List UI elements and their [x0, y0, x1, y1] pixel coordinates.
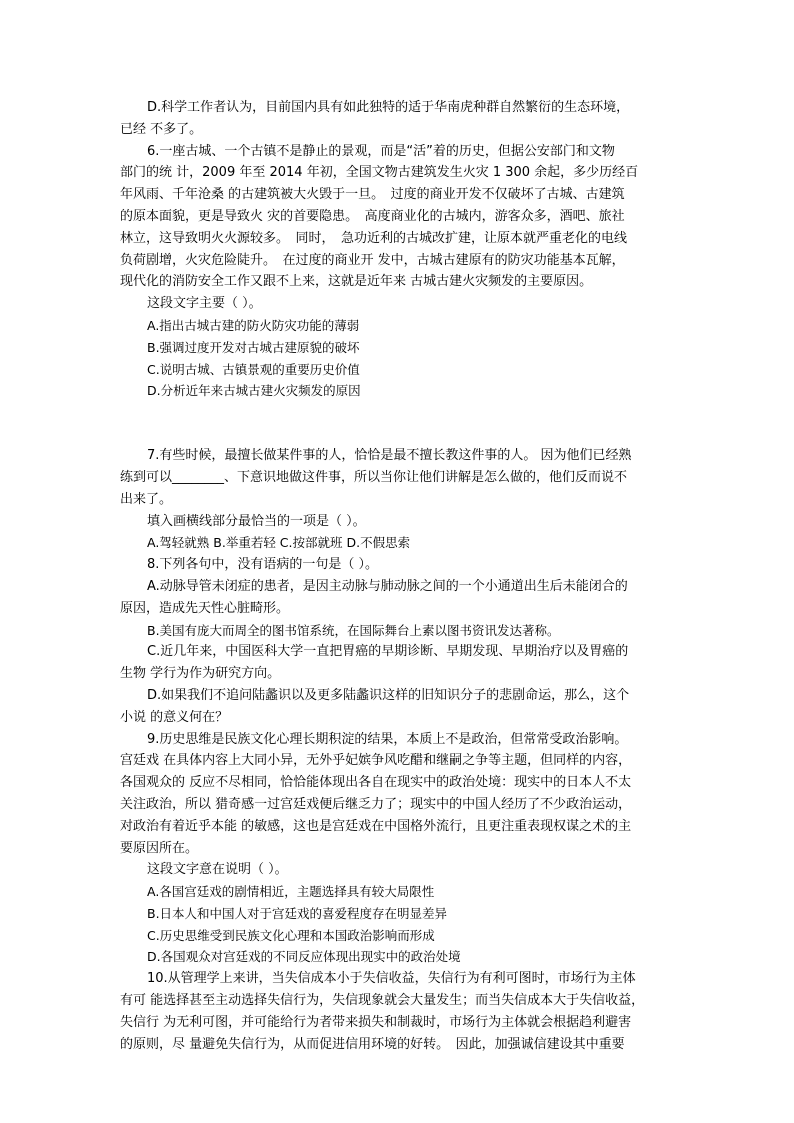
option-d: D.分析近年来古城古建火灾频发的原因: [147, 383, 361, 399]
text-line: 原因，造成先天性心脏畸形。: [120, 600, 290, 616]
text-line: 出来了。: [120, 491, 173, 507]
option-c: C.历史思维受到民族文化心理和本国政治影响而形成: [147, 927, 435, 943]
option-b: B.强调过度开发对古城古建原貌的破坏: [147, 339, 360, 355]
text-line: 生物 学行为作为研究方向。: [120, 666, 281, 682]
text-line: 已经 不多了。: [120, 121, 203, 137]
option-a: A.指出古城古建的防火防灾功能的薄弱: [147, 317, 360, 333]
options-row: A.驾轻就熟 B.举重若轻 C.按部就班 D.不假思索: [147, 535, 411, 551]
text-line: 各国观众的 反应不尽相同，恰恰能体现出各自在现实中的政治处境：现实中的日本人不太: [120, 775, 632, 791]
document-page: [120, 97, 680, 1055]
question-10-stem: 10.从管理学上来讲，当失信成本小于失信收益，失信行为有利可图时，市场行为主体: [147, 971, 636, 987]
question-7-stem: 7.有些时候，最擅长做某件事的人，恰恰是最不擅长教这件事的人。 因为他们已经熟: [147, 448, 632, 464]
option-b: B.美国有庞大而周全的图书馆系统，在国际舞台上素以图书资讯发达著称。: [147, 622, 560, 638]
option-a: A.各国宫廷戏的剧情相近，主题选择具有较大局限性: [147, 884, 435, 900]
question-prompt: 这段文字意在说明（ ）。: [147, 862, 288, 878]
text-line: 年风雨、千年沧桑 的古建筑被大火毁于一旦。 过度的商业开发不仅破坏了古城、古建筑: [120, 187, 625, 203]
text-line: 对政治有着近乎本能 的敏感，这也是宫廷戏在中国格外流行，且更注重表现权谋之术的主: [120, 818, 632, 834]
text-line: 部门的统 计，2009 年至 2014 年初，全国文物古建筑发生火灾 1 300 余起，多少历经百: [120, 165, 639, 181]
option-c: C.说明古城、古镇景观的重要历史价值: [147, 361, 360, 377]
question-prompt: 填入画横线部分最恰当的一项是（ ）。: [147, 513, 366, 529]
option-d: D.各国观众对宫廷戏的不同反应体现出现实中的政治处境: [147, 949, 461, 965]
text-line: D.科学工作者认为，目前国内具有如此独特的适于华南虎种群自然繁衍的生态环境，: [147, 100, 630, 115]
option-c: C.近几年来，中国医科大学一直把胃癌的早期诊断、早期发现、早期治疗以及胃癌的: [147, 644, 629, 660]
blank-gap: [120, 402, 680, 445]
text-line: 关注政治，所以 猎奇感一过宫廷戏便后继乏力了；现实中的中国人经历了不少政治运动，: [120, 796, 632, 812]
text-line: 失信行 为无利可图，并可能给行为者带来损失和制裁时，市场行为主体就会根据趋利避害: [120, 1014, 632, 1030]
text-line: 的原则，尽 量避免失信行为，从而促进信用环境的好转。 因此，加强诚信建设其中重要: [120, 1036, 625, 1052]
text-line: 林立，这导致明火火源较多。 同时， 急功近利的古城改扩建，让原本就严重老化的电线: [120, 230, 628, 246]
question-8-stem: 8.下列各句中，没有语病的一句是（ ）。: [147, 557, 379, 573]
question-9-stem: 9.历史思维是民族文化心理长期积淀的结果，本质上不是政治，但常常受政治影响。: [147, 731, 628, 747]
question-6-stem: 6.一座古城、一个古镇不是静止的景观，而是“活”着的历史，但据公安部门和文物: [147, 143, 615, 159]
text-line: 练到可以________、下意识地做这件事，所以当你让他们讲解是怎么做的，他们反而说不: [120, 469, 628, 485]
text-line: 宫廷戏 在具体内容上大同小异，无外乎妃嫔争风吃醋和继嗣之争等主题，但同样的内容，: [120, 753, 632, 769]
text-line: 要原因所在。: [120, 840, 199, 856]
question-prompt: 这段文字主要（ ）。: [147, 296, 262, 312]
text-line: 的原本面貌，更是导致火 灾的首要隐患。 高度商业化的古城内，游客众多，酒吧、旅社: [120, 208, 625, 224]
text-line: 现代化的消防安全工作又跟不上来，这就是近年来 古城古建火灾频发的主要原因。: [120, 274, 593, 290]
text-line: 负荷剧增，火灾危险陡升。 在过度的商业开 发中，古城古建原有的防灾功能基本瓦解，: [120, 252, 625, 268]
option-a: A.动脉导管未闭症的患者，是因主动脉与肺动脉之间的一个小通道出生后未能闭合的: [147, 578, 628, 594]
option-b: B.日本人和中国人对于宫廷戏的喜爱程度存在明显差异: [147, 905, 448, 921]
option-d: D.如果我们不追问陆蠡识以及更多陆蠡识这样的旧知识分子的悲剧命运，那么，这个: [147, 687, 630, 703]
text-line: 小说 的意义何在？: [120, 709, 229, 725]
text-line: 有可 能选择甚至主动选择失信行为，失信现象就会大量发生；而当失信成本大于失信收益，: [120, 993, 645, 1009]
